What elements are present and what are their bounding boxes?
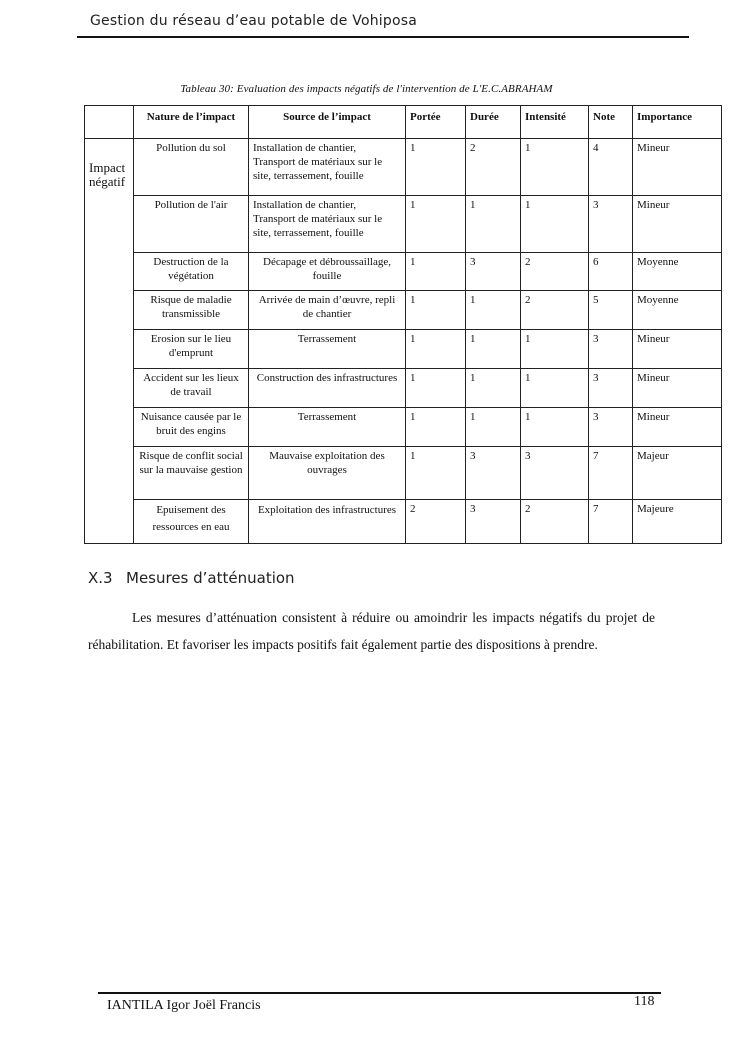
cell-note: 4 — [589, 139, 633, 196]
cell-nature: Destruction de la végétation — [134, 253, 249, 291]
table-row — [85, 139, 722, 196]
cell-portee: 2 — [406, 500, 466, 544]
cell-duree: 1 — [466, 330, 521, 369]
cell-note: 3 — [589, 408, 633, 447]
body-paragraph — [88, 605, 655, 658]
section-number: X.3 — [88, 569, 113, 587]
row-group-label: Impact négatif — [85, 139, 134, 544]
cell-intensite: 2 — [521, 500, 589, 544]
cell-note: 6 — [589, 253, 633, 291]
cell-nature: Risque de maladie transmissible — [134, 291, 249, 330]
cell-source: Installation de chantier, Transport de matériaux sur le site, terrassement, fouille — [249, 196, 406, 253]
cell-portee: 1 — [406, 196, 466, 253]
cell-intensite: 1 — [521, 330, 589, 369]
column-header-intensite: Intensité — [521, 106, 589, 139]
cell-importance: Mineur — [633, 139, 722, 196]
cell-duree: 3 — [466, 447, 521, 500]
cell-intensite: 1 — [521, 139, 589, 196]
cell-intensite: 2 — [521, 253, 589, 291]
cell-intensite: 3 — [521, 447, 589, 500]
cell-portee: 1 — [406, 291, 466, 330]
cell-importance: Moyenne — [633, 291, 722, 330]
cell-source: Décapage et débroussaillage, fouille — [249, 253, 406, 291]
cell-duree: 3 — [466, 500, 521, 544]
cell-note: 5 — [589, 291, 633, 330]
cell-source: Terrassement — [249, 408, 406, 447]
cell-intensite: 1 — [521, 369, 589, 408]
table-row — [85, 369, 722, 408]
cell-note: 7 — [589, 500, 633, 544]
column-header-importance: Importance — [633, 106, 722, 139]
cell-intensite: 1 — [521, 408, 589, 447]
cell-importance: Mineur — [633, 408, 722, 447]
cell-note: 3 — [589, 196, 633, 253]
cell-importance: Majeure — [633, 500, 722, 544]
table-row — [85, 408, 722, 447]
cell-nature: Epuisement des ressources en eau — [134, 500, 249, 544]
section-heading — [88, 569, 295, 587]
table-caption — [0, 83, 745, 95]
cell-note: 3 — [589, 330, 633, 369]
cell-source: Exploitation des infrastructures — [249, 500, 406, 544]
table-row — [85, 500, 722, 544]
cell-duree: 1 — [466, 369, 521, 408]
header-rule — [77, 36, 689, 38]
column-header-nature: Nature de l’impact — [134, 106, 249, 139]
section-title: Mesures d’atténuation — [126, 569, 295, 587]
cell-portee: 1 — [406, 447, 466, 500]
cell-duree: 3 — [466, 253, 521, 291]
cell-note: 7 — [589, 447, 633, 500]
cell-importance: Mineur — [633, 369, 722, 408]
column-header-duree: Durée — [466, 106, 521, 139]
table-row — [85, 447, 722, 500]
table-row — [85, 291, 722, 330]
page-number: 118 — [634, 994, 655, 1009]
column-header-blank — [85, 106, 134, 139]
column-header-source: Source de l’impact — [249, 106, 406, 139]
cell-source: Arrivée de main d’œuvre, repli de chantier — [249, 291, 406, 330]
cell-portee: 1 — [406, 408, 466, 447]
cell-importance: Mineur — [633, 330, 722, 369]
cell-nature: Erosion sur le lieu d'emprunt — [134, 330, 249, 369]
cell-duree: 1 — [466, 196, 521, 253]
cell-importance: Majeur — [633, 447, 722, 500]
cell-nature: Pollution du sol — [134, 139, 249, 196]
cell-nature: Nuisance causée par le bruit des engins — [134, 408, 249, 447]
impacts-table — [84, 105, 722, 544]
table-header-row — [85, 106, 722, 139]
column-header-note: Note — [589, 106, 633, 139]
table-row — [85, 196, 722, 253]
footer-rule — [98, 992, 661, 994]
cell-duree: 1 — [466, 408, 521, 447]
cell-duree: 2 — [466, 139, 521, 196]
cell-intensite: 2 — [521, 291, 589, 330]
paragraph-text: Les mesures d’atténuation consistent à réduire ou amoindrir les impacts négatifs du projet de réhabilitation. Et favoriser les impacts positifs fait également partie des dispositions à prendre. — [88, 610, 655, 652]
cell-source: Mauvaise exploitation des ouvrages — [249, 447, 406, 500]
running-header-title: Gestion du réseau d’eau potable de Vohiposa — [90, 13, 418, 29]
cell-nature: Risque de conflit social sur la mauvaise gestion — [134, 447, 249, 500]
cell-nature: Accident sur les lieux de travail — [134, 369, 249, 408]
cell-portee: 1 — [406, 369, 466, 408]
cell-source: Installation de chantier, Transport de matériaux sur le site, terrassement, fouille — [249, 139, 406, 196]
column-header-portee: Portée — [406, 106, 466, 139]
cell-source: Terrassement — [249, 330, 406, 369]
cell-note: 3 — [589, 369, 633, 408]
cell-portee: 1 — [406, 253, 466, 291]
table-row — [85, 253, 722, 291]
table-row — [85, 330, 722, 369]
cell-duree: 1 — [466, 291, 521, 330]
cell-portee: 1 — [406, 139, 466, 196]
cell-nature: Pollution de l'air — [134, 196, 249, 253]
cell-intensite: 1 — [521, 196, 589, 253]
cell-source: Construction des infrastructures — [249, 369, 406, 408]
table-caption-text: Tableau 30: Evaluation des impacts négatifs de l'intervention de L'E.C.ABRAHAM — [180, 83, 553, 95]
footer-author: IANTILA Igor Joël Francis — [107, 998, 261, 1013]
cell-portee: 1 — [406, 330, 466, 369]
cell-importance: Mineur — [633, 196, 722, 253]
cell-importance: Moyenne — [633, 253, 722, 291]
